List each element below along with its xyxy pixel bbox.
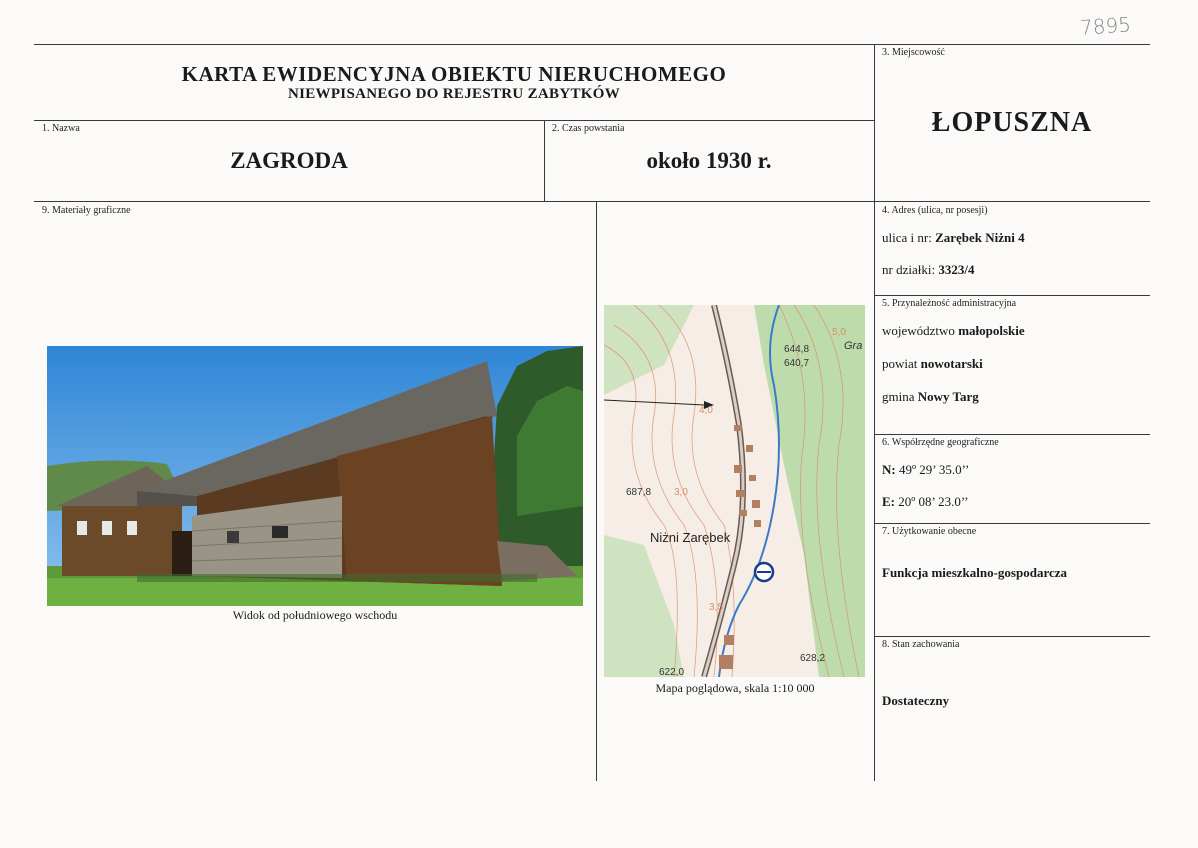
- graphics-label: 9. Materiały graficzne: [42, 205, 131, 216]
- coords-north: N: 49º 29’ 35.0’’: [882, 462, 970, 477]
- name-label: 1. Nazwa: [42, 123, 80, 134]
- rule-under-title: [34, 120, 874, 121]
- map-elev-3: 687,8: [626, 487, 652, 498]
- top-rule: [34, 44, 1150, 45]
- map-contour-1: 4,0: [699, 405, 713, 416]
- card-title: KARTA EWIDENCYJNA OBIEKTU NIERUCHOMEGO: [181, 62, 727, 86]
- admin-county: powiat nowotarski: [882, 356, 983, 371]
- rule-5: [874, 295, 1150, 296]
- map-caption: Mapa poglądowa, skala 1:10 000: [655, 681, 815, 695]
- photo-caption: Widok od południowego wschodu: [232, 608, 398, 622]
- farmstead-photo: [47, 346, 583, 606]
- address-label: 4. Adres (ulica, nr posesji): [882, 205, 988, 216]
- admin-voivodeship: województwo małopolskie: [882, 323, 1025, 338]
- rule-7: [874, 523, 1150, 524]
- usage-label: 7. Użytkowanie obecne: [882, 526, 977, 537]
- rule-6: [874, 434, 1150, 435]
- date-label: 2. Czas powstania: [552, 123, 625, 134]
- coords-label: 6. Współrzędne geograficzne: [882, 437, 999, 448]
- condition-label: 8. Stan zachowania: [882, 639, 960, 650]
- rule-8: [874, 636, 1150, 637]
- admin-commune: gmina Nowy Targ: [882, 389, 979, 404]
- card-subtitle: NIEWPISANEGO DO REJESTRU ZABYTKÓW: [287, 86, 621, 102]
- handwritten-number: 7895: [1079, 12, 1132, 40]
- map-elev-5: 622,0: [659, 667, 685, 677]
- map-contour-4: 5,0: [832, 327, 846, 338]
- date-value: około 1930 r.: [646, 148, 772, 173]
- divider-title-town: [874, 44, 875, 781]
- rule-under-name: [34, 201, 1150, 202]
- town-label: 3. Miejscowość: [882, 47, 945, 58]
- coords-east: E: 20º 08’ 23.0’’: [882, 494, 969, 509]
- usage-value: Funkcja mieszkalno-gospodarcza: [882, 565, 1068, 580]
- map-contour-3: 3,5: [709, 602, 723, 613]
- location-map: [604, 305, 865, 677]
- map-village: Niżni Zarębek: [650, 530, 731, 545]
- map-elev-2: 640,7: [784, 358, 810, 369]
- address-plot: nr działki: 3323/4: [882, 262, 975, 277]
- address-street: ulica i nr: Zarębek Niżni 4: [882, 230, 1025, 245]
- town-value: ŁOPUSZNA: [931, 107, 1093, 138]
- map-elev-4: 628,2: [800, 653, 826, 664]
- name-value: ZAGRODA: [230, 148, 348, 173]
- map-edge-text: Gra: [844, 340, 863, 352]
- admin-label: 5. Przynależność administracyjna: [882, 298, 1017, 309]
- map-elev-1: 644,8: [784, 344, 810, 355]
- map-contour-2: 3,0: [674, 487, 688, 498]
- condition-value: Dostateczny: [882, 693, 950, 708]
